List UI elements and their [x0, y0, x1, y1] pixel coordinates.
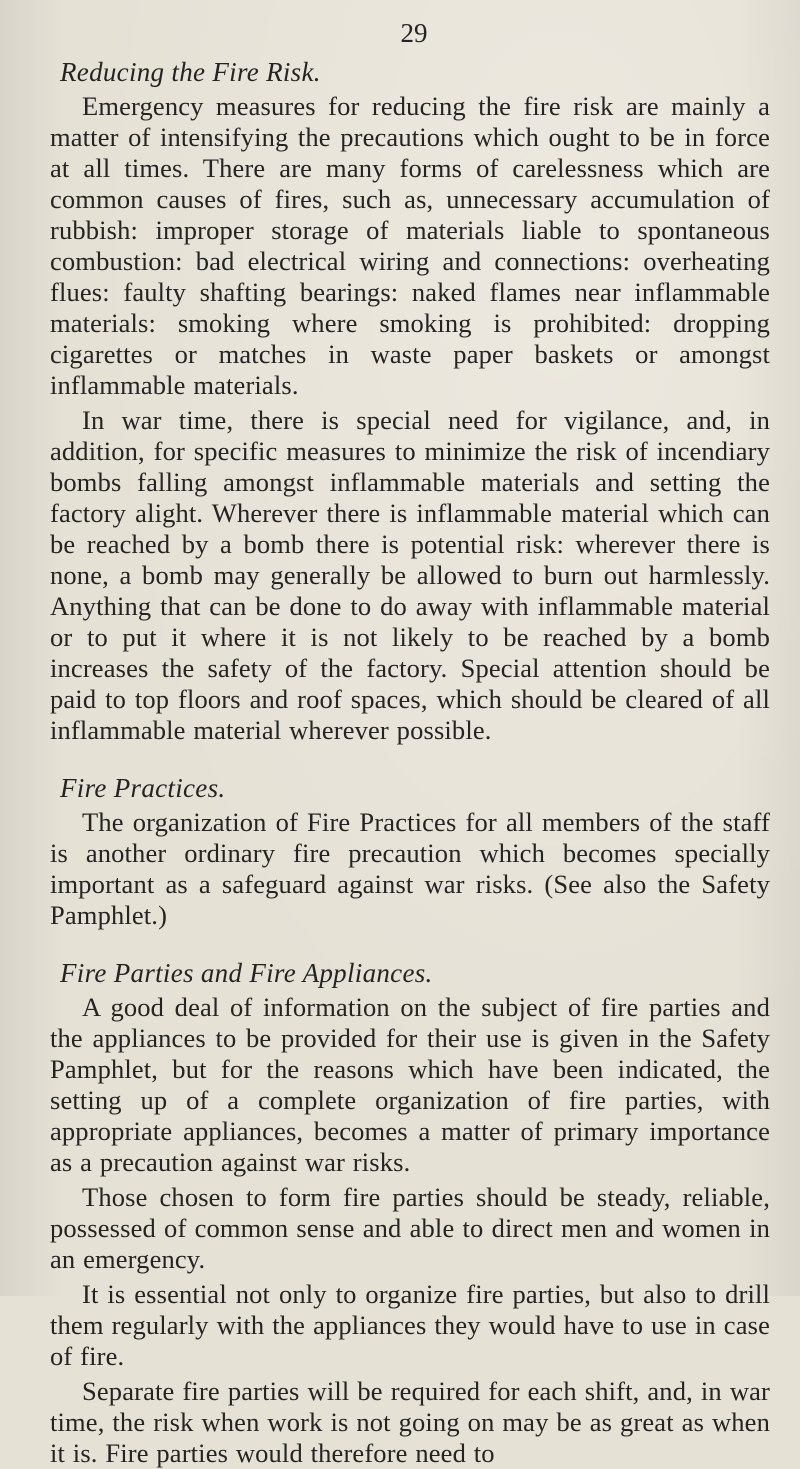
page-number: 29 — [400, 18, 428, 48]
paragraph: A good deal of information on the subject of fire parties and the appliances to be provided for their use is given in the Safety Pamphlet, but for the reasons which have been indicated, the setting up of a complete organization of fire parties, with appropriate appliances, becomes a matter of primary importance as a precaution against war risks. — [50, 992, 770, 1177]
section-heading: Fire Parties and Fire Appliances. — [60, 958, 433, 988]
section-fire-parties-appliances — [50, 957, 770, 1469]
section-heading: Reducing the Fire Risk. — [60, 57, 321, 87]
paragraph: In war time, there is special need for vigilance, and, in addition, for specific measures to minimize the risk of incendiary bombs falling amongst inflammable materials and setting the factory alight. Wherever there is inflammable material which can be reached by a bomb there is potential risk: wherever there is none, a bomb may generally be allowed to burn out harmlessly. Anything that can be done to do away with inflammable material or to put it where it is not likely to be reached by a bomb increases the safety of the factory. Special attention should be paid to top floors and roof spaces, which should be cleared of all inflammable material wherever possible. — [50, 405, 770, 745]
paragraph: It is essential not only to organize fire parties, but also to drill them regularly with the appliances they would have to use in case of fire. — [50, 1279, 770, 1371]
paragraph: Those chosen to form fire parties should be steady, reliable, possessed of common sense and able to direct men and women in an emergency. — [50, 1182, 770, 1274]
section-heading: Fire Practices. — [60, 773, 226, 803]
section-reducing-fire-risk — [50, 56, 770, 746]
paragraph: Emergency measures for reducing the fire risk are mainly a matter of intensifying the precautions which ought to be in force at all times. There are many forms of carelessness which are common causes of fires, such as, unnecessary accumulation of rubbish: improper storage of materials liable to spontaneous combustion: bad electrical wiring and connections: overheating flues: faulty shafting bearings: naked flames near inflammable materials: smoking where smoking is prohibited: dropping cigarettes or matches in waste paper baskets or amongst inflammable materials. — [50, 91, 770, 400]
paragraph: Separate fire parties will be required for each shift, and, in war time, the risk when work is not going on may be as great as when it is. Fire parties would therefore need to — [50, 1376, 770, 1468]
section-fire-practices — [50, 772, 770, 931]
paragraph: The organization of Fire Practices for all members of the staff is another ordinary fire precaution which becomes specially important as a safeguard against war risks. (See also the Safety Pamphlet.) — [50, 807, 770, 930]
